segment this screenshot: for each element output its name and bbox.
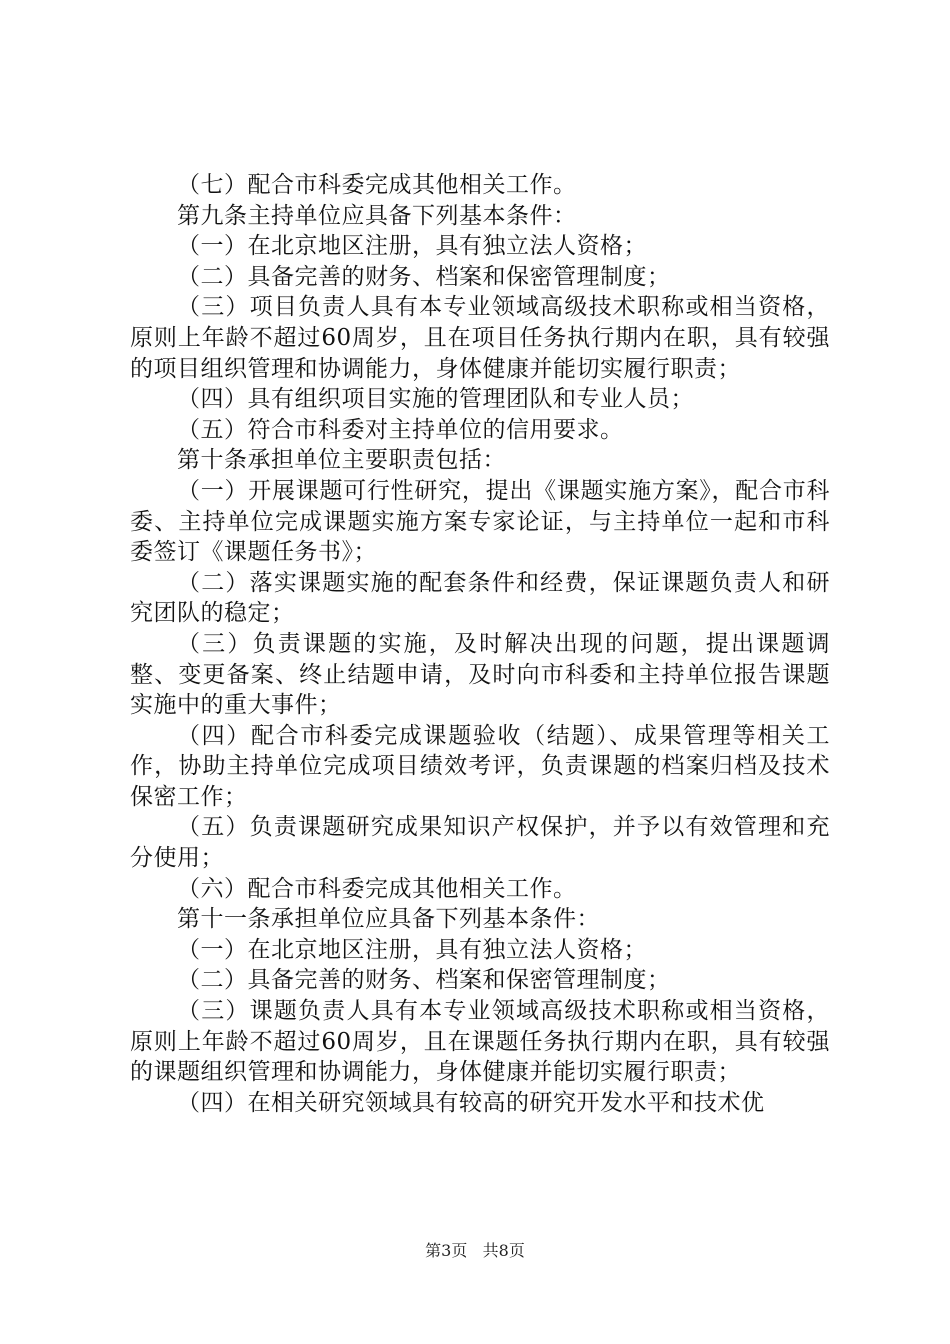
paragraph: （二）落实课题实施的配套条件和经费，保证课题负责人和研究团队的稳定； (130, 569, 830, 627)
paragraph: （四）在相关研究领域具有较高的研究开发水平和技术优 (177, 1089, 765, 1116)
paragraph: （二）具备完善的财务、档案和保密管理制度； (177, 263, 671, 290)
article-heading: 第十一条承担单位应具备下列基本条件： (177, 906, 600, 933)
paragraph: （三）项目负责人具有本专业领域高级技术职称或相当资格，原则上年龄不超过60周岁，且在项目任务执行期内在职，具有较强的项目组织管理和协调能力，身体健康并能切实履行职责； (130, 294, 830, 382)
page-number: 第3页 (425, 1241, 468, 1260)
page-footer (0, 1241, 950, 1261)
footer-spacer (472, 1241, 477, 1260)
article-heading: 第九条主持单位应具备下列基本条件： (177, 202, 577, 229)
paragraph: （三）课题负责人具有本专业领域高级技术职称或相当资格，原则上年龄不超过60周岁，且在课题任务执行期内在职，具有较强的课题组织管理和协调能力，身体健康并能切实履行职责； (130, 998, 830, 1086)
total-pages: 共8页 (482, 1241, 525, 1260)
paragraph: （五）负责课题研究成果知识产权保护，并予以有效管理和充分使用； (130, 814, 830, 872)
paragraph: （二）具备完善的财务、档案和保密管理制度； (177, 967, 671, 994)
paragraph: （六）配合市科委完成其他相关工作。 (177, 875, 577, 902)
document-body (130, 170, 830, 1118)
article-heading: 第十条承担单位主要职责包括： (177, 447, 506, 474)
paragraph: （四）具有组织项目实施的管理团队和专业人员； (177, 386, 694, 413)
paragraph: （五）符合市科委对主持单位的信用要求。 (177, 416, 624, 443)
paragraph: （三）负责课题的实施，及时解决出现的问题，提出课题调整、变更备案、终止结题申请，及时向市科委和主持单位报告课题实施中的重大事件； (130, 630, 830, 719)
paragraph: （一）在北京地区注册，具有独立法人资格； (177, 233, 647, 260)
paragraph: （四）配合市科委完成课题验收（结题）、成果管理等相关工作，协助主持单位完成项目绩效考评，负责课题的档案归档及技术保密工作； (130, 722, 830, 810)
paragraph: （七）配合市科委完成其他相关工作。 (177, 172, 577, 198)
paragraph: （一）在北京地区注册，具有独立法人资格； (177, 936, 647, 963)
paragraph: （一）开展课题可行性研究，提出《课题实施方案》，配合市科委、主持单位完成课题实施方案专家论证，与主持单位一起和市科委签订《课题任务书》； (130, 477, 830, 566)
